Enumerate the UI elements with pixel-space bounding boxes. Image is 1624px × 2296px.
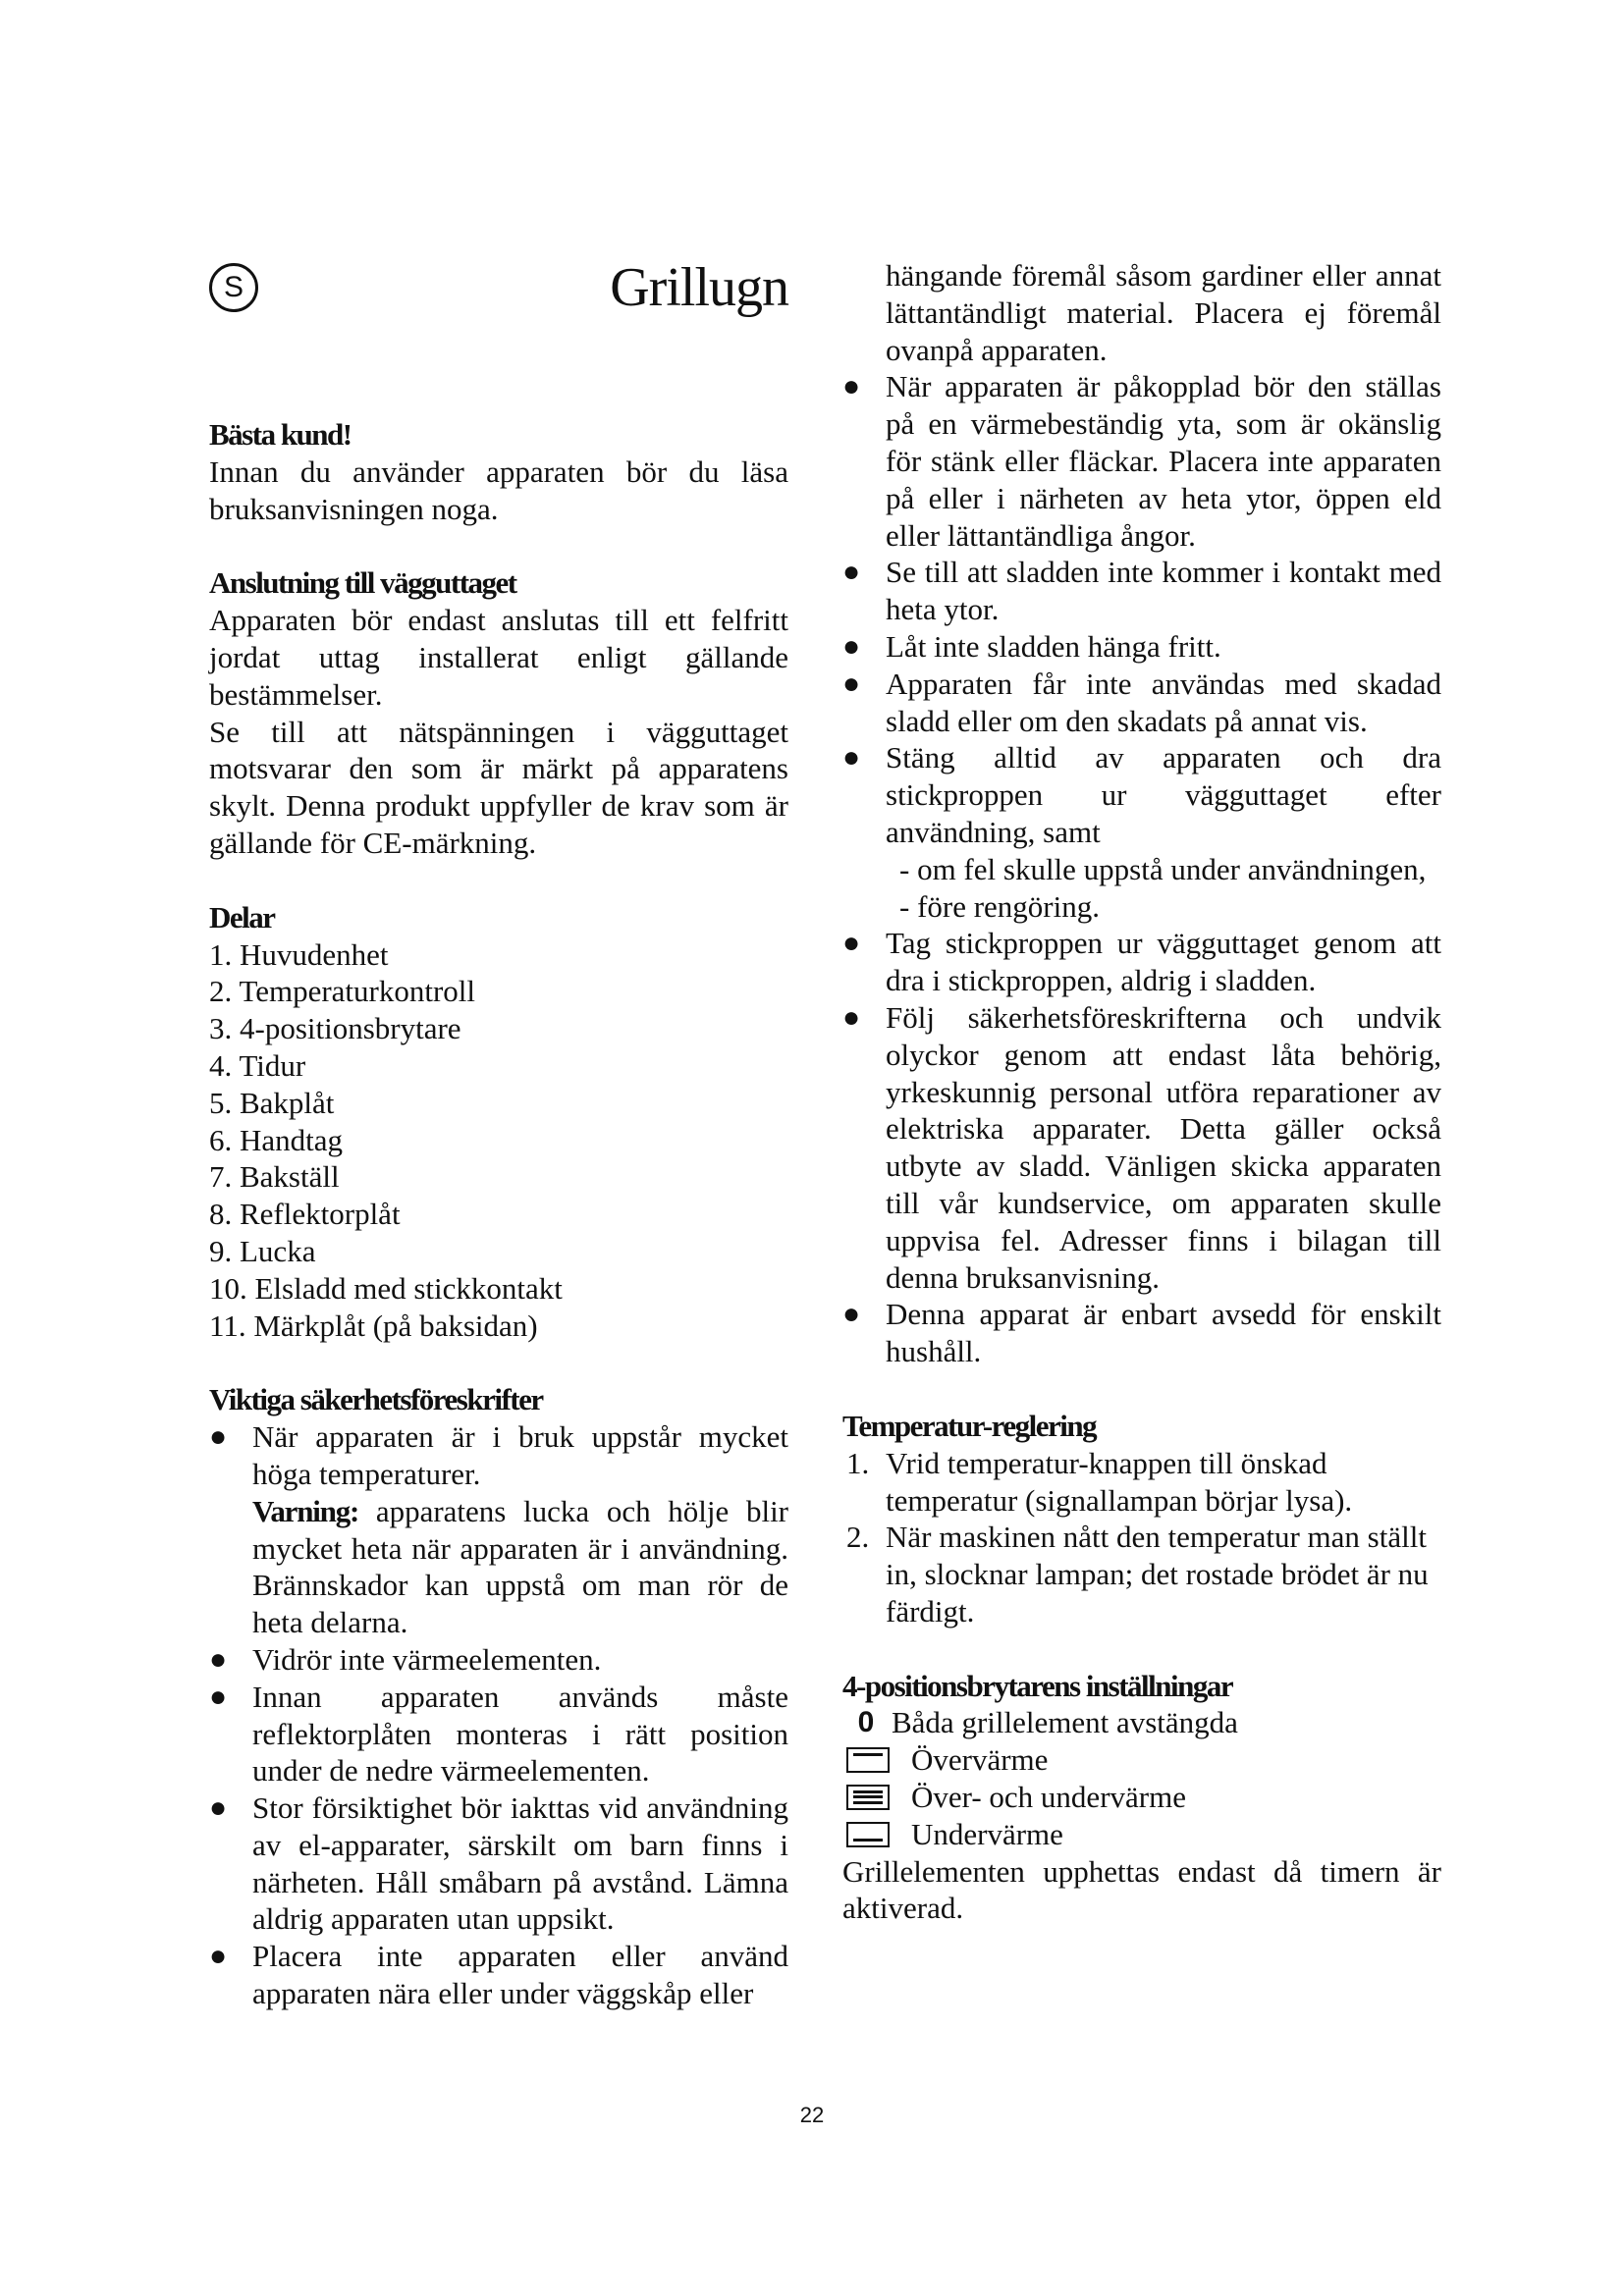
temperature-heading: Temperatur-reglering [842,1408,1097,1443]
language-badge-s: S [209,263,258,312]
list-item: 2. Temperaturkontroll [209,974,476,1009]
list-item: ● Vidrör inte värmeelementen. [209,1641,788,1679]
safety-item-text: När apparaten är i bruk uppstår mycket höga temperaturer. [252,1419,788,1491]
page-title: Grillugn [610,257,788,318]
list-item: 8. Reflektorplåt [209,1197,401,1232]
top-bottom-heat-icon [846,1785,890,1810]
list-item: ● Tag stickproppen ur vägguttaget genom att dra i stickproppen, aldrig i sladden. [842,925,1441,999]
greeting-text: Innan du använder apparaten bör du läsa bruksanvisningen noga. [209,454,788,526]
safety-list-continued [842,368,1441,1370]
list-item [209,1418,788,1641]
switch-setting-off [842,1704,1441,1741]
list-item: 9. Lucka [209,1233,316,1268]
setting-label: Undervärme [911,1816,1063,1851]
list-item: 11. Märkplåt (på baksidan) [209,1308,538,1343]
list-item: ● Innan apparaten används måste reflektorplåten monteras i rätt position under de nedre värmeelementen. [209,1679,788,1789]
list-item: ● Stor försiktighet bör iakttas vid användning av el-apparater, särskilt om barn finns i närheten. Håll småbarn på avstånd. Lämna aldrig apparaten utan uppsikt. [209,1789,788,1938]
safety-list [209,1418,788,2012]
parts-heading: Delar [209,899,275,934]
list-item: ● Låt inte sladden hänga fritt. [842,628,1441,666]
list-item [842,1519,1441,1629]
bottom-heat-icon [846,1822,890,1847]
list-item: ● Följ säkerhetsföreskrifterna och undvik olyckor genom att endast låta behörig, yrkeskunnig personal utföra reparationer av elektriska apparater. Detta gäller också utbyte av sladd. Vänligen skicka apparaten till vår kundservice, om apparaten skulle uppvisa fel. Adresser finns i bilagan till denna bruksanvisning. [842,999,1441,1296]
top-heat-icon [846,1747,890,1773]
safety-heading: Viktiga säkerhetsföreskrifter [209,1382,543,1417]
warning-text: apparatens lucka och hölje blir mycket heta när apparaten är i användning. Brännskador kan uppstå om man rör de heta delarna. [252,1493,788,1640]
list-item: ● Denna apparat är enbart avsedd för enskilt hushåll. [842,1296,1441,1370]
left-column [209,416,788,2012]
list-item: ● Se till att sladden inte kommer i kontakt med heta ytor. [842,554,1441,628]
list-item: 1. Huvudenhet [209,936,389,972]
list-item: 10. Elsladd med stickkontakt [209,1270,563,1306]
greeting-heading: Bästa kund! [209,417,352,452]
connection-heading: Anslutning till vägguttaget [209,565,516,601]
list-item: 6. Handtag [209,1122,344,1157]
list-item: ● När apparaten är påkopplad bör den ställas på en värmebeständig yta, som är okänslig för stänk eller fläckar. Placera inte apparaten på eller i närheten av heta ytor, öppen eld eller lättantändliga ångor. [842,368,1441,554]
switch-setting-top-bottom [842,1779,1441,1816]
list-item: ● Placera inte apparaten eller använd apparaten nära eller under väggskåp eller [209,1938,788,2012]
switch-setting-top [842,1741,1441,1779]
list-item [842,1445,1441,1520]
page-number: 22 [799,2103,825,2127]
step-number: 2. [846,1520,870,1555]
list-item: 3. 4-positionsbrytare [209,1011,461,1046]
setting-label: Över- och undervärme [911,1780,1186,1815]
step-number: 1. [846,1445,870,1480]
step-text: Vrid temperatur-knappen till önskad temperatur (signallampan börjar lysa). [886,1445,1353,1518]
right-column [842,257,1441,1927]
list-item: 7. Bakställ [209,1159,340,1195]
switch-heading: 4-positionsbrytarens inställningar [842,1668,1233,1703]
parts-list [209,936,788,1345]
list-item: ● Apparaten får inte användas med skadad sladd eller om den skadats på annat vis. [842,666,1441,740]
step-text: När maskinen nått den temperatur man ställt in, slocknar lampan; det rostade brödet är nu färdigt. [886,1520,1429,1629]
switch-setting-bottom [842,1816,1441,1853]
list-item: 4. Tidur [209,1047,306,1083]
closing-text: Grillelementen upphettas endast då timern är aktiverad. [842,1853,1441,1926]
warning-label: Varning: [252,1493,359,1528]
safety-subitem: - om fel skulle uppstå under användningen, [899,851,1427,886]
setting-label: Övervärme [911,1742,1049,1778]
safety-continued-text: hängande föremål såsom gardiner eller annat lättantändligt material. Placera ej föremål ovanpå apparaten. [886,258,1441,367]
connection-text-2: Se till att nätspänningen i vägguttaget motsvarar den som är märkt på apparatens skylt. Denna produkt uppfyller de krav som är gällande för CE-märkning. [209,714,788,860]
setting-label: Båda grillelement avstängda [892,1705,1238,1740]
safety-item-text: Stäng alltid av apparaten och dra stickproppen ur vägguttaget efter användning, samt [886,740,1441,849]
temperature-steps [842,1445,1441,1630]
list-item [842,739,1441,925]
safety-subitem: - före rengöring. [899,888,1100,924]
list-item: 5. Bakplåt [209,1085,335,1120]
zero-symbol-icon: 0 [857,1706,875,1739]
connection-text-1: Apparaten bör endast anslutas till ett felfritt jordat uttag installerat enligt gällande bestämmelser. [209,603,788,712]
